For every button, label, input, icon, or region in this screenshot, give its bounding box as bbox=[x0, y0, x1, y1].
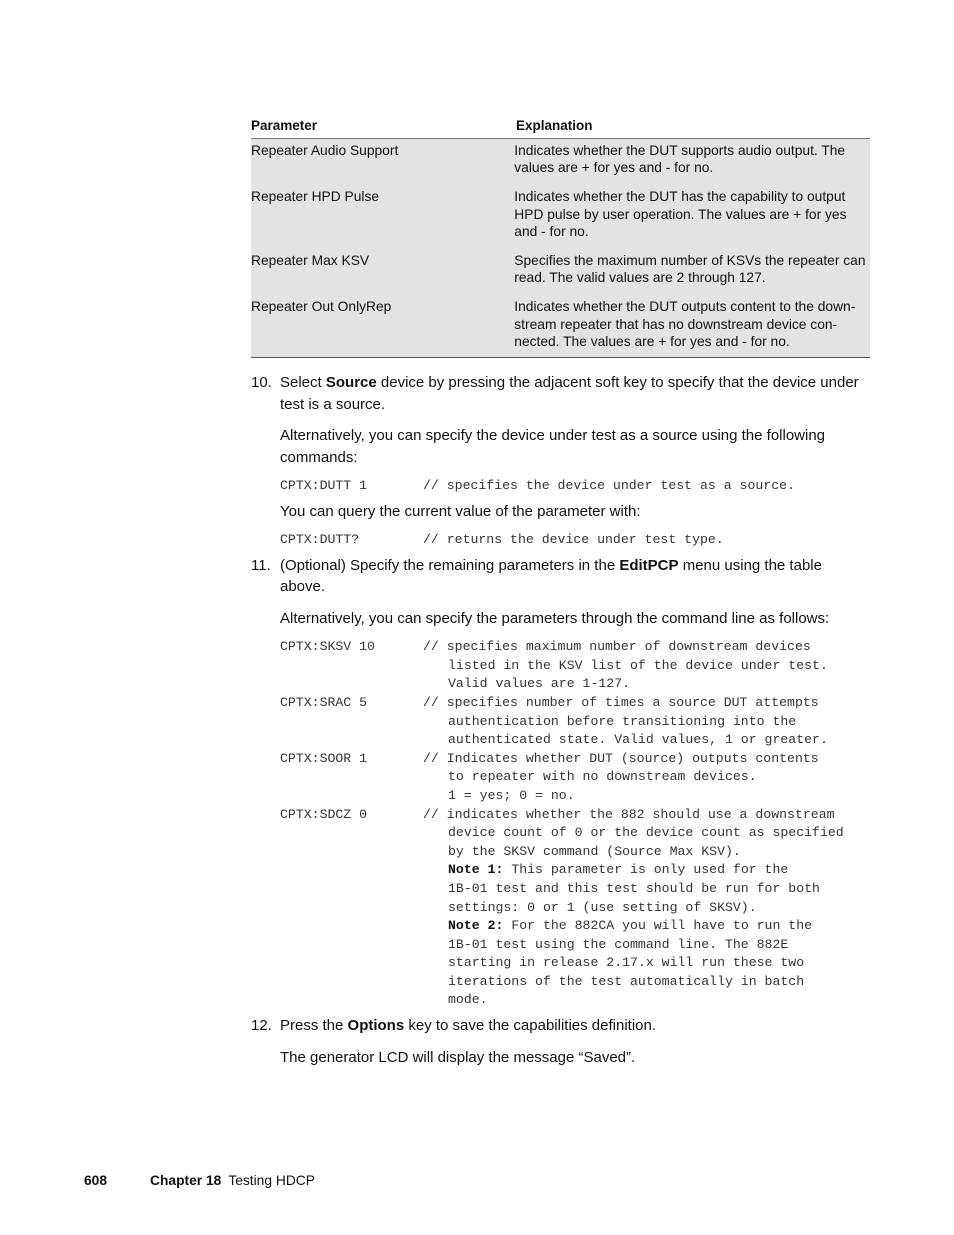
step-instruction bbox=[280, 1015, 871, 1037]
code-block bbox=[280, 638, 871, 1010]
note-label: Note 1: bbox=[448, 862, 504, 878]
soft-key-name: Source bbox=[325, 374, 377, 391]
text: device by pressing the adjacent soft key to specify that the device under test is a source. bbox=[280, 374, 859, 413]
step-number: 10. bbox=[251, 374, 272, 391]
text: Select bbox=[280, 374, 326, 391]
note-text: starting in release 2.17.x will run these two bbox=[448, 955, 805, 971]
explanation-cell: Specifies the maximum number of KSVs the repeater can read. The valid values are 2 through 127. bbox=[514, 253, 866, 286]
note-text: 1B-01 test and this test should be run for both bbox=[448, 880, 820, 896]
code-entry bbox=[280, 806, 871, 1011]
text: menu using the table above. bbox=[280, 556, 822, 596]
command-comment bbox=[423, 694, 871, 750]
command: CPTX:SKSV 10 bbox=[280, 639, 375, 655]
result-text: The generator LCD will display the message “Saved”. bbox=[280, 1048, 636, 1066]
comment-line: // Indicates whether DUT (source) outputs contents bbox=[423, 750, 819, 766]
param-cell: Repeater Out OnlyRep bbox=[251, 299, 392, 315]
page-footer bbox=[84, 1173, 315, 1188]
comment-line: listed in the KSV list of the device under test. bbox=[448, 657, 828, 673]
note-label: Note 2: bbox=[448, 918, 504, 934]
command: CPTX:DUTT 1 bbox=[280, 478, 368, 493]
note-text: For the 882CA you will have to run the bbox=[503, 918, 813, 934]
table-header bbox=[251, 113, 870, 139]
code-entry bbox=[280, 750, 871, 806]
table-row bbox=[251, 188, 870, 240]
chapter-title: Testing HDCP bbox=[228, 1173, 315, 1188]
step-number: 11. bbox=[251, 556, 271, 574]
comment-line: authentication before transitioning into the bbox=[448, 713, 797, 729]
code-block bbox=[280, 531, 871, 550]
step-11 bbox=[251, 555, 871, 1010]
command-comment bbox=[423, 750, 871, 806]
comment-line: device count of 0 or the device count as specified bbox=[448, 825, 844, 841]
text: Press the bbox=[280, 1017, 348, 1035]
step-instruction bbox=[280, 555, 871, 598]
command: CPTX:SOOR 1 bbox=[280, 750, 368, 766]
code-entry bbox=[280, 694, 871, 750]
step-10 bbox=[251, 372, 871, 550]
command: CPTX:DUTT? bbox=[280, 532, 360, 548]
note-1 bbox=[423, 861, 871, 880]
menu-name: EditPCP bbox=[619, 556, 679, 574]
comment-line: // specifies maximum number of downstream devices bbox=[423, 639, 811, 655]
comment-line: Valid values are 1-127. bbox=[448, 676, 631, 692]
explanation-cell: Indicates whether the DUT has the capability to output HPD pulse by user operation. The values are + for yes and - for no. bbox=[514, 189, 847, 239]
comment-line: // specifies number of times a source DUT attempts bbox=[423, 694, 819, 710]
chapter-label: Chapter 18 bbox=[150, 1173, 222, 1188]
code-block bbox=[280, 477, 871, 496]
comment-line: // indicates whether the 882 should use a downstream bbox=[423, 806, 835, 822]
step-instruction bbox=[280, 372, 871, 415]
comment-line: to repeater with no downstream devices. bbox=[448, 769, 757, 785]
command-comment bbox=[423, 806, 871, 1011]
query-text: You can query the current value of the parameter with: bbox=[280, 502, 641, 520]
table-row bbox=[251, 142, 870, 176]
step-12 bbox=[251, 1015, 871, 1068]
text: (Optional) Specify the remaining parameters in the bbox=[280, 556, 620, 574]
text: key to save the capabilities definition. bbox=[404, 1017, 657, 1035]
note-text: mode. bbox=[448, 992, 488, 1008]
header-explanation: Explanation bbox=[516, 118, 593, 133]
note-text: settings: 0 or 1 (use setting of SKSV). bbox=[448, 899, 757, 915]
command-comment: // returns the device under test type. bbox=[423, 532, 724, 548]
command-comment: // specifies the device under test as a source. bbox=[423, 478, 795, 493]
code-line bbox=[280, 477, 871, 496]
command: CPTX:SDCZ 0 bbox=[280, 806, 368, 822]
header-parameter: Parameter bbox=[251, 118, 318, 133]
param-cell: Repeater HPD Pulse bbox=[251, 189, 380, 205]
comment-line: authenticated state. Valid values, 1 or greater. bbox=[448, 732, 828, 748]
code-line bbox=[280, 531, 871, 550]
page-number: 608 bbox=[84, 1173, 108, 1188]
code-entry bbox=[280, 638, 871, 694]
comment-line: by the SKSV command (Source Max KSV). bbox=[448, 843, 741, 859]
explanation-cell: Indicates whether the DUT supports audio output. The values are + for yes and - for no. bbox=[514, 143, 846, 176]
note-text: iterations of the test automatically in batch bbox=[448, 973, 805, 989]
note-text: 1B-01 test using the command line. The 882E bbox=[448, 936, 789, 952]
note-text: This parameter is only used for the bbox=[503, 862, 789, 878]
comment-line: 1 = yes; 0 = no. bbox=[448, 787, 575, 803]
alternative-text: Alternatively, you can specify the device under test as a source using the following commands: bbox=[280, 427, 826, 466]
key-name: Options bbox=[347, 1017, 405, 1035]
procedure-steps bbox=[251, 372, 871, 1068]
command: CPTX:SRAC 5 bbox=[280, 694, 368, 710]
table-row bbox=[251, 298, 870, 350]
table-row bbox=[251, 252, 870, 286]
explanation-cell: Indicates whether the DUT outputs content to the down-stream repeater that has no downstream device con-nected. The values are + for yes and - for no. bbox=[514, 299, 856, 349]
note-2 bbox=[423, 917, 871, 936]
parameter-table bbox=[251, 113, 870, 358]
param-cell: Repeater Audio Support bbox=[251, 143, 399, 158]
step-number: 12. bbox=[251, 1017, 272, 1035]
command-comment bbox=[423, 638, 871, 694]
param-cell: Repeater Max KSV bbox=[251, 253, 370, 269]
alternative-text: Alternatively, you can specify the parameters through the command line as follows: bbox=[280, 609, 830, 627]
table-body bbox=[251, 139, 870, 358]
